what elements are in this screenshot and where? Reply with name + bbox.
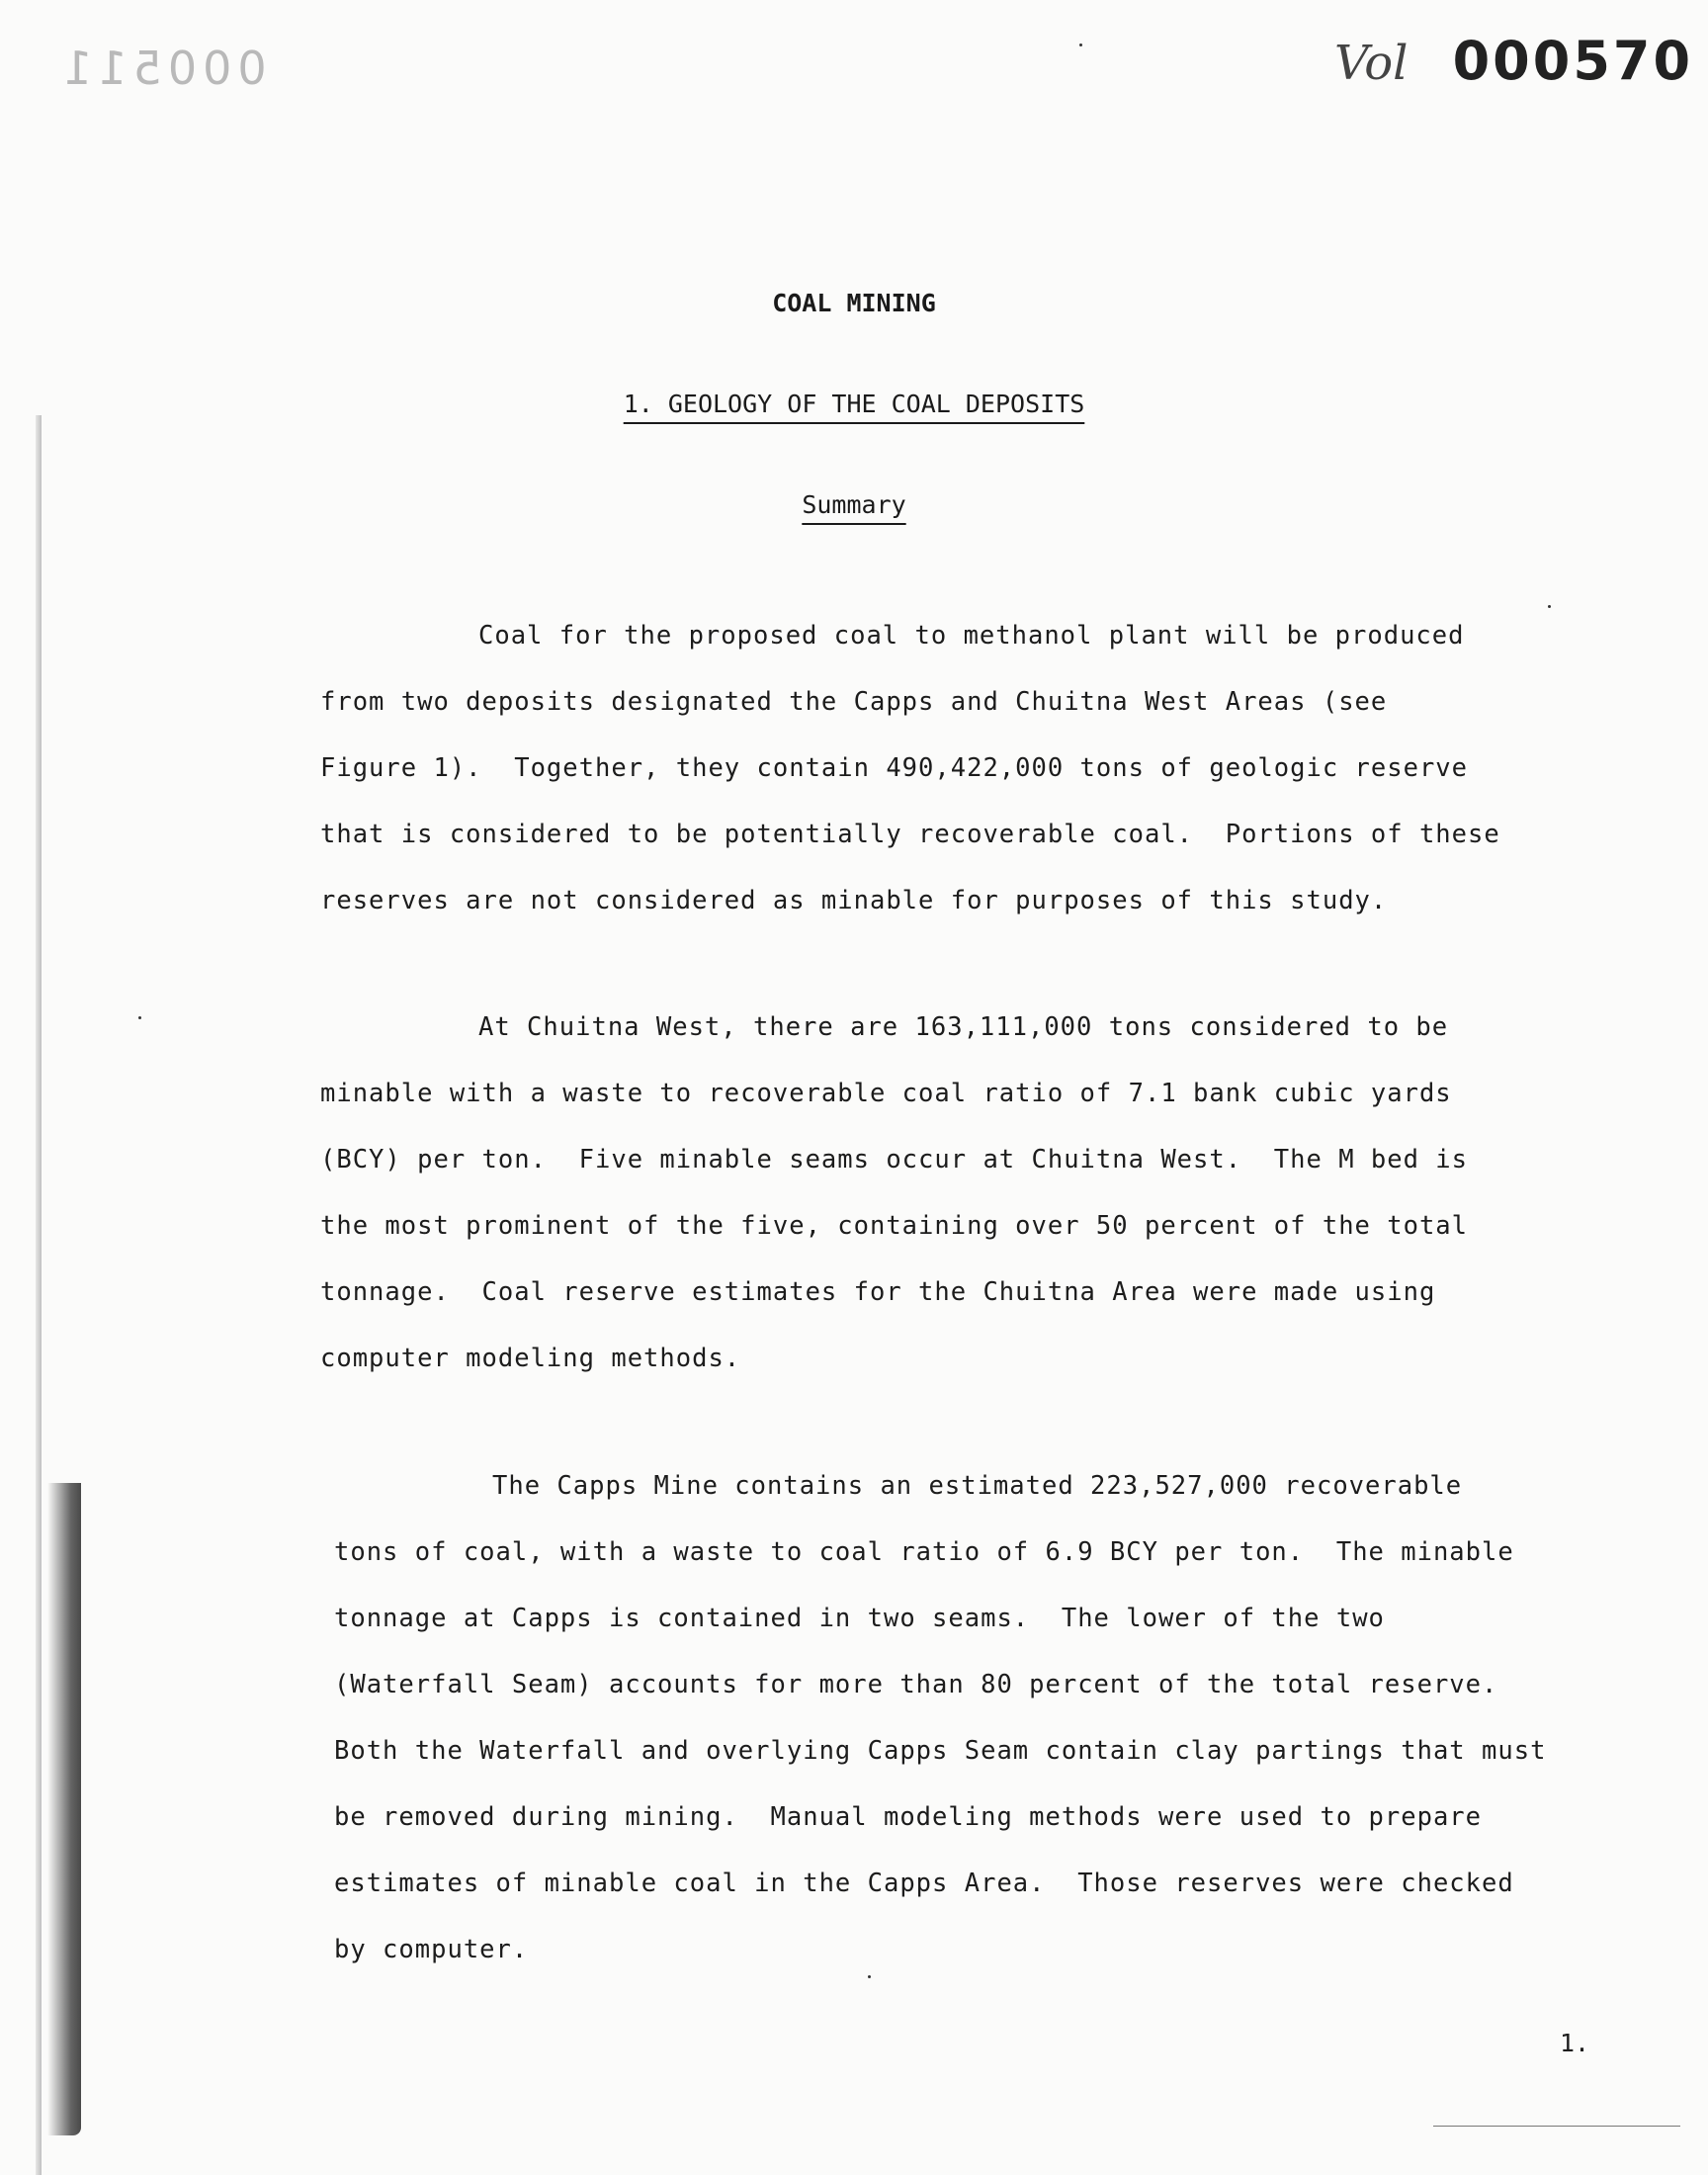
- paragraph-line: tons of coal, with a waste to coal ratio of 6.9 BCY per ton. The minable: [334, 1537, 1514, 1567]
- paragraph-line: computer modeling methods.: [320, 1344, 741, 1373]
- paragraph-line: The Capps Mine contains an estimated 223,527,000 recoverable: [492, 1471, 1463, 1501]
- paragraph-line: the most prominent of the five, containing over 50 percent of the total: [320, 1211, 1469, 1241]
- paragraph-line: Figure 1). Together, they contain 490,422,000 tons of geologic reserve: [320, 753, 1469, 783]
- summary-heading: [0, 490, 1708, 519]
- paragraph-line: minable with a waste to recoverable coal ratio of 7.1 bank cubic yards: [320, 1079, 1452, 1108]
- scan-shadow: [47, 1483, 81, 2135]
- section-heading-text: 1. GEOLOGY OF THE COAL DEPOSITS: [623, 390, 1085, 418]
- bates-stamp: [1334, 30, 1693, 92]
- paragraph-line: be removed during mining. Manual modeling methods were used to prepare: [334, 1802, 1483, 1832]
- paragraph-line: from two deposits designated the Capps and Chuitna West Areas (see: [320, 687, 1388, 717]
- scan-speck: [868, 1975, 871, 1978]
- paragraph-line: At Chuitna West, there are 163,111,000 tons considered to be: [478, 1012, 1449, 1042]
- page-number: 1.: [1560, 2029, 1590, 2057]
- paragraph-line: Coal for the proposed coal to methanol plant will be produced: [478, 621, 1465, 651]
- scan-artifact-line: [1433, 2126, 1680, 2127]
- summary-heading-text: Summary: [802, 490, 906, 519]
- paragraph-line: estimates of minable coal in the Capps Area. Those reserves were checked: [334, 1869, 1514, 1898]
- scan-binding-edge: [36, 415, 42, 2175]
- section-heading: [0, 390, 1708, 418]
- scan-speck: [138, 1016, 141, 1019]
- paragraph-3: [334, 1453, 1580, 1983]
- paragraph-line: Both the Waterfall and overlying Capps Seam contain clay partings that must: [334, 1736, 1547, 1766]
- scan-speck: [1079, 44, 1082, 46]
- document-title: COAL MINING: [772, 289, 936, 317]
- paragraph-2: [320, 995, 1566, 1392]
- paragraph-line: tonnage at Capps is contained in two seams. The lower of the two: [334, 1604, 1385, 1633]
- paragraph-1: [320, 603, 1566, 934]
- paragraph-line: tonnage. Coal reserve estimates for the Chuitna Area were made using: [320, 1277, 1436, 1307]
- paragraph-line: (Waterfall Seam) accounts for more than 80 percent of the total reserve.: [334, 1670, 1498, 1699]
- vol-handwritten-label: Vol: [1334, 36, 1409, 91]
- paragraph-line: (BCY) per ton. Five minable seams occur at Chuitna West. The M bed is: [320, 1145, 1469, 1174]
- paragraph-line: by computer.: [334, 1935, 529, 1964]
- scan-speck: [1548, 605, 1551, 608]
- paragraph-line: reserves are not considered as minable for purposes of this study.: [320, 886, 1388, 915]
- mirrored-bates-stamp: 000511: [57, 42, 267, 95]
- bates-number: 000570: [1452, 30, 1694, 92]
- paragraph-line: that is considered to be potentially recoverable coal. Portions of these: [320, 820, 1500, 849]
